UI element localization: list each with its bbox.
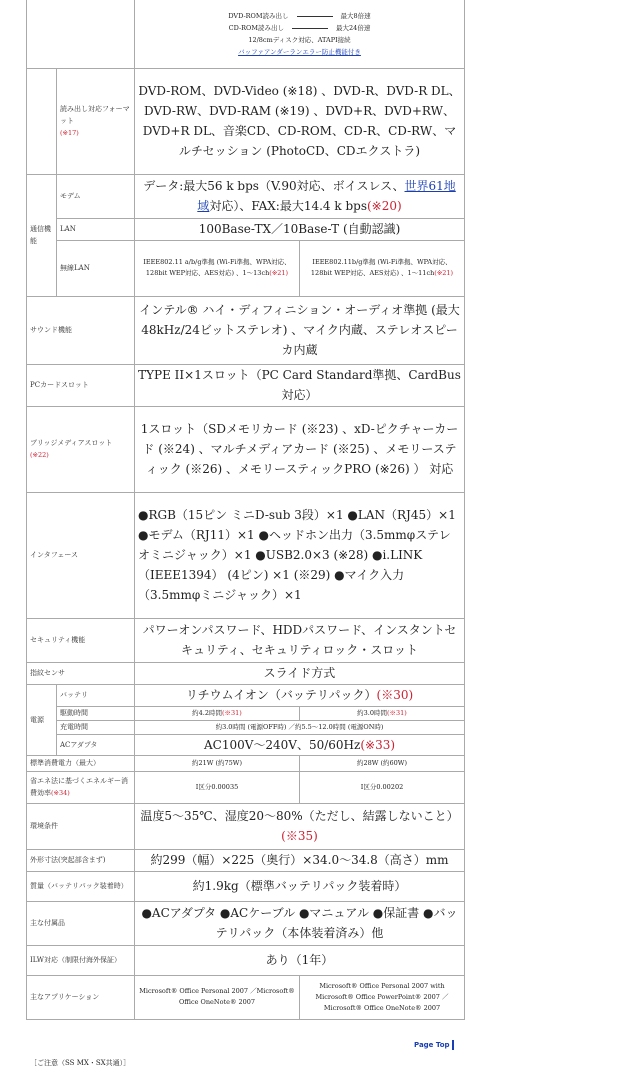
cd-read-label: CD-ROM読み出し: [228, 23, 285, 32]
modem-value: データ:最大56 k bps（V.90対応、ボイスレス、世界61地域対応）、FAX:最大14.4 k bps(※20): [135, 174, 465, 218]
ac-value: AC100V〜240V、50/60Hz(※33): [135, 734, 465, 755]
energy-left: I区分0.00035: [135, 771, 300, 803]
disc-info: 12/8cmディスク対応、ATAPI接続: [248, 35, 351, 44]
spec-table: [26, 0, 465, 1020]
security-value: パワーオンパスワード、HDDパスワード、インスタントセキュリティ、セキュリティロック・スロット: [135, 618, 465, 662]
charge-label: 充電時間: [57, 720, 135, 734]
format-label: 読み出し対応フォーマット (※17): [57, 68, 135, 174]
energy-right: I区分0.00202: [300, 771, 465, 803]
cd-speed: 最大24倍速: [336, 23, 371, 32]
charge-value: 約3.0時間 (電源OFF時) ／約5.5〜12.0時間 (電源ON時): [135, 720, 465, 734]
ilw-value: あり（1年）: [135, 945, 465, 975]
sound-label: サウンド機能: [27, 296, 135, 364]
battery-label: バッテリ: [57, 684, 135, 706]
consumption-left: 約21W (約75W): [135, 755, 300, 771]
consumption-label: 標準消費電力（最大）: [27, 755, 135, 771]
ilw-label: ILW対応（制限付海外保証）: [27, 945, 135, 975]
lan-label: LAN: [57, 218, 135, 240]
apps-right: Microsoft® Office Personal 2007 with Microsoft® Office PowerPoint® 2007 ／Microsoft® Office OneNote® 2007: [300, 975, 465, 1019]
env-label: 環境条件: [27, 803, 135, 849]
drive-label: 駆動時間: [57, 706, 135, 720]
wlan-left: IEEE802.11 a/b/g準拠 (Wi-Fi準拠、WPA対応、128bit WEP対応、AES対応) 、1〜13ch(※21): [135, 240, 300, 296]
lan-value: 100Base-TX／10Base-T (自動認識): [135, 218, 465, 240]
consumption-right: 約28W (約60W): [300, 755, 465, 771]
accessories-label: 主な付属品: [27, 901, 135, 945]
comm-label: 通信機能: [27, 174, 57, 296]
iface-label: インタフェース: [27, 492, 135, 618]
sound-value: インテル® ハイ・ディフィニション・オーディオ準拠 (最大48kHz/24ビットステレオ) 、マイク内蔵、ステレオスピーカ内蔵: [135, 296, 465, 364]
footnote: ［ご注意（SS MX・SX共通）］: [30, 1059, 131, 1067]
security-label: セキュリティ機能: [27, 618, 135, 662]
world-link[interactable]: 世界61地域: [197, 179, 456, 213]
dvd-read-label: DVD-ROM読み出し: [228, 11, 289, 20]
weight-value: 約1.9kg（標準バッテリパック装着時）: [135, 871, 465, 901]
power-label: 電源: [27, 684, 57, 755]
pccard-label: PCカードスロット: [27, 364, 135, 406]
buffer-link[interactable]: バッファアンダーランエラー防止機能付き: [238, 47, 361, 56]
optical-drive-cell: [135, 0, 465, 68]
dvd-speed: 最大8倍速: [340, 11, 371, 20]
bridge-value: 1スロット（SDメモリカード (※23) 、xD-ピクチャーカード (※24) 、マルチメディアカード (※25) 、メモリースティック (※26) 、メモリースティックPRO (※26) ） 対応: [135, 406, 465, 492]
finger-label: 指紋センサ: [27, 662, 135, 684]
drive-right: 約3.0時間(※31): [300, 706, 465, 720]
wlan-label: 無線LAN: [57, 240, 135, 296]
apps-left: Microsoft® Office Personal 2007 ／Microsoft® Office OneNote® 2007: [135, 975, 300, 1019]
apps-label: 主なアプリケーション: [27, 975, 135, 1019]
pccard-value: TYPE II×1スロット（PC Card Standard準拠、CardBus対応）: [135, 364, 465, 406]
bridge-label: ブリッジメディアスロット (※22): [27, 406, 135, 492]
drive-left: 約4.2時間(※31): [135, 706, 300, 720]
iface-value: ●RGB（15ピン ミニD-sub 3段）×1 ●LAN（RJ45）×1 ●モデム（RJ11）×1 ●ヘッドホン出力（3.5mmφステレオミニジャック）×1 ●USB2.0×3 (※28) ●i.LINK（IEEE1394） (4ピン) ×1 (※29) ●マイク入力（3.5mmφミニジャック）×1: [135, 492, 465, 618]
weight-label: 質量（バッテリパック装着時）: [27, 871, 135, 901]
format-value: DVD-ROM、DVD-Video (※18) 、DVD-R、DVD-R DL、DVD-RW、DVD-RAM (※19) 、DVD+R、DVD+RW、DVD+R DL、音楽CD、CD-ROM、CD-R、CD-RW、マルチセッション (PhotoCD、CDエクストラ): [135, 68, 465, 174]
wlan-right: IEEE802.11b/g準拠 (Wi-Fi準拠、WPA対応、128bit WEP対応、AES対応) 、1〜11ch(※21): [300, 240, 465, 296]
modem-label: モデム: [57, 174, 135, 218]
env-value: 温度5〜35℃、湿度20〜80%（ただし、結露しないこと）(※35): [135, 803, 465, 849]
accessories-value: ●ACアダプタ ●ACケーブル ●マニュアル ●保証書 ●バッテリパック（本体装着済み）他: [135, 901, 465, 945]
battery-value: リチウムイオン（バッテリパック）(※30): [135, 684, 465, 706]
size-value: 約299（幅）×225（奥行）×34.0〜34.8（高さ）mm: [135, 849, 465, 871]
size-label: 外形寸法(突起部含まず): [27, 849, 135, 871]
page-top-link[interactable]: Page Top: [414, 1040, 454, 1050]
finger-value: スライド方式: [135, 662, 465, 684]
energy-label: 省エネ法に基づくエネルギー消費効率(※34): [27, 771, 135, 803]
ac-label: ACアダプタ: [57, 734, 135, 755]
